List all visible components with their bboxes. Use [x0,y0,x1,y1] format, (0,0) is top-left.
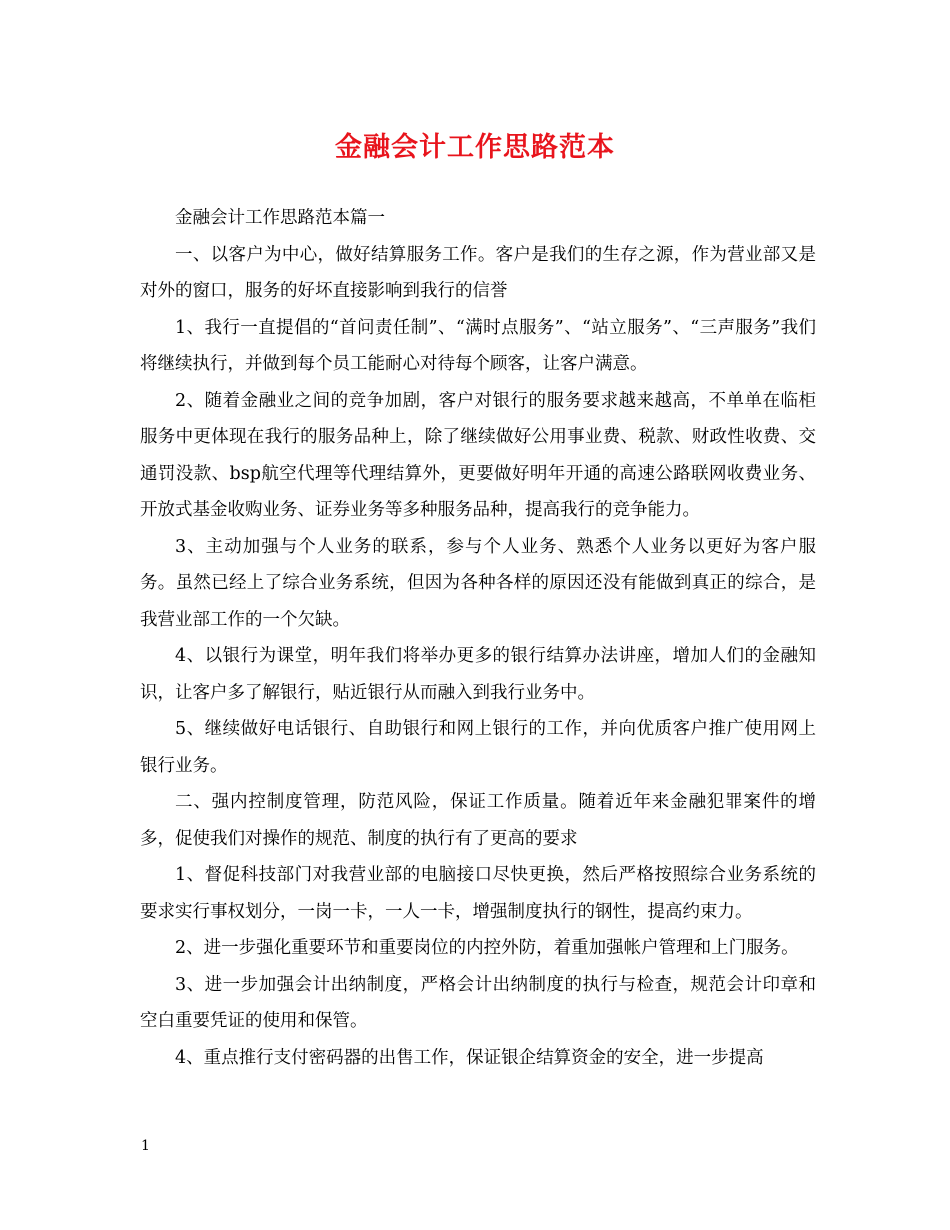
document-title: 金融会计工作思路范本 [335,132,615,163]
paragraph-item: 4、以银行为课堂，明年我们将举办更多的银行结算办法讲座，增加人们的金融知识，让客户多了解银行，贴近银行从而融入到我行业务中。 [140,646,816,703]
paragraph-item: 2、随着金融业之间的竞争加剧，客户对银行的服务要求越来越高，不单单在临柜服务中更体现在我行的服务品种上，除了继续做好公用事业费、税款、财政性收费、交通罚没款、bsp航空代理等代理结算外，更要做好明年开通的高速公路联网收费业务、开放式基金收购业务、证券业务等多种服务品种，提高我行的竞争能力。 [140,390,816,520]
paragraph-section-2: 二、强内控制度管理，防范风险，保证工作质量。随着近年来金融犯罪案件的增多，促使我们对操作的规范、制度的执行有了更高的要求 [140,792,816,849]
paragraph-item: 1、我行一直提倡的“首问责任制”、“满时点服务”、“站立服务”、“三声服务”我们将继续执行，并做到每个员工能耐心对待每个顾客，让客户满意。 [140,317,816,374]
document-body [140,200,816,1076]
paragraph-item: 4、重点推行支付密码器的出售工作，保证银企结算资金的安全，进一步提高 [175,1047,764,1068]
paragraph-item: 1、督促科技部门对我营业部的电脑接口尽快更换，然后严格按照综合业务系统的要求实行事权划分，一岗一卡，一人一卡，增强制度执行的钢性，提高约束力。 [140,865,816,922]
paragraph-item: 2、进一步强化重要环节和重要岗位的内控外防，着重加强帐户管理和上门服务。 [175,938,799,958]
paragraph-item: 5、继续做好电话银行、自助银行和网上银行的工作，并向优质客户推广使用网上银行业务。 [140,719,816,776]
paragraph-item: 3、主动加强与个人业务的联系，参与个人业务、熟悉个人业务以更好为客户服务。虽然已经上了综合业务系统，但因为各种各样的原因还没有能做到真正的综合，是我营业部工作的一个欠缺。 [140,536,816,630]
paragraph-item: 3、进一步加强会计出纳制度，严格会计出纳制度的执行与检查，规范会计印章和空白重要凭证的使用和保管。 [140,974,816,1031]
page-number: 1 [141,1138,150,1154]
paragraph-section-1: 一、以客户为中心，做好结算服务工作。客户是我们的生存之源，作为营业部又是对外的窗口，服务的好坏直接影响到我行的信誉 [140,244,816,301]
paragraph-subtitle: 金融会计工作思路范本篇一 [175,208,385,228]
